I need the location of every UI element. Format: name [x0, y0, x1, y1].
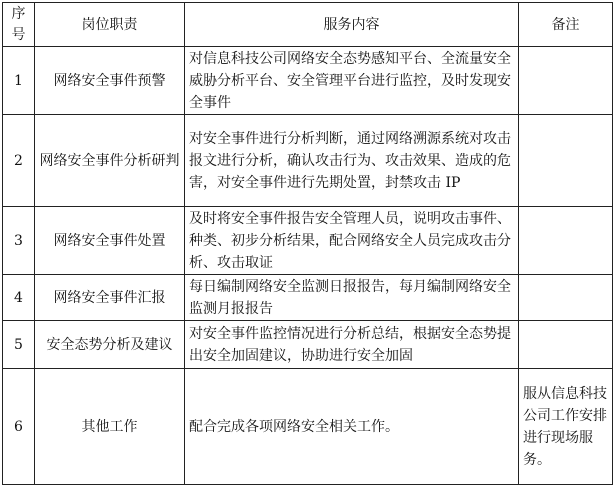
table-row: [3, 47, 613, 115]
row-note: [519, 47, 613, 115]
table-row: [3, 275, 613, 321]
table-header-row: [3, 3, 613, 47]
row-role: 网络安全事件处置: [35, 207, 185, 275]
row-note: [519, 321, 613, 369]
header-seq: 序号: [3, 3, 35, 47]
row-content: 对安全事件进行分析判断，通过网络溯源系统对攻击报文进行分析，确认攻击行为、攻击效果、造成的危害，对安全事件进行先期处置，封禁攻击 IP: [185, 115, 519, 207]
row-seq: 2: [3, 115, 35, 207]
row-note: [519, 115, 613, 207]
row-note: 服从信息科技公司工作安排进行现场服务。: [519, 369, 613, 485]
row-role: 网络安全事件汇报: [35, 275, 185, 321]
header-content: 服务内容: [185, 3, 519, 47]
table-row: [3, 115, 613, 207]
row-note: [519, 207, 613, 275]
row-seq: 1: [3, 47, 35, 115]
row-note: [519, 275, 613, 321]
row-content: 对安全事件监控情况进行分析总结，根据安全态势提出安全加固建议，协助进行安全加固: [185, 321, 519, 369]
table-row: [3, 369, 613, 485]
row-role: 安全态势分析及建议: [35, 321, 185, 369]
header-role: 岗位职责: [35, 3, 185, 47]
row-content: 及时将安全事件报告安全管理人员，说明攻击事件、种类、初步分析结果，配合网络安全人员完成攻击分析、攻击取证: [185, 207, 519, 275]
row-seq: 6: [3, 369, 35, 485]
row-seq: 3: [3, 207, 35, 275]
row-seq: 4: [3, 275, 35, 321]
row-role: 网络安全事件分析研判: [35, 115, 185, 207]
table-row: [3, 207, 613, 275]
row-role: 网络安全事件预警: [35, 47, 185, 115]
header-note: 备注: [519, 3, 613, 47]
service-duty-table: [2, 2, 613, 485]
table-row: [3, 321, 613, 369]
row-content: 每日编制网络安全监测日报报告，每月编制网络安全监测月报报告: [185, 275, 519, 321]
row-role: 其他工作: [35, 369, 185, 485]
row-content: 对信息科技公司网络安全态势感知平台、全流量安全威胁分析平台、安全管理平台进行监控，及时发现安全事件: [185, 47, 519, 115]
row-content: 配合完成各项网络安全相关工作。: [185, 369, 519, 485]
row-seq: 5: [3, 321, 35, 369]
